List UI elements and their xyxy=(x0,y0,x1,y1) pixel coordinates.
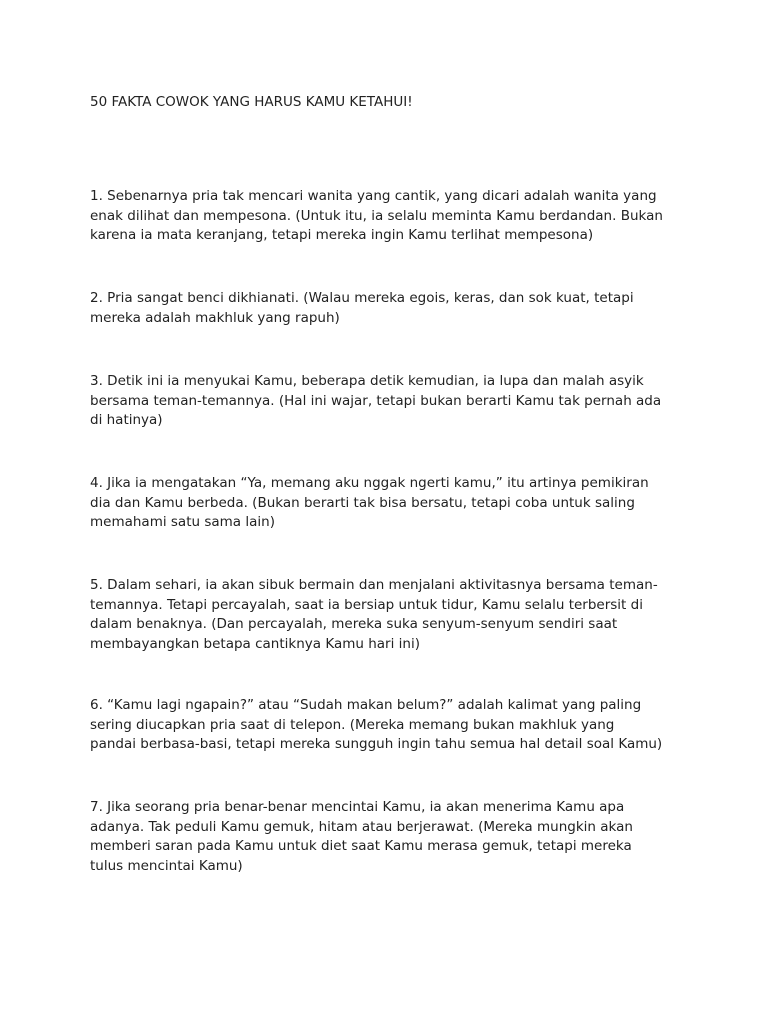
paragraph-line: sering diucapkan pria saat di telepon. (Mereka memang bukan makhluk yang xyxy=(90,716,615,733)
paragraph-fact-5 xyxy=(90,576,690,654)
paragraph-fact-3 xyxy=(90,372,690,431)
paragraph-line: 5. Dalam sehari, ia akan sibuk bermain dan menjalani aktivitasnya bersama teman- xyxy=(90,577,658,593)
paragraph-line: 6. “Kamu lagi ngapain?” atau “Sudah makan belum?” adalah kalimat yang paling xyxy=(90,697,642,713)
paragraph-line: dia dan Kamu berbeda. (Bukan berarti tak bisa bersatu, tetapi coba untuk saling xyxy=(90,494,635,511)
paragraph-line: di hatinya) xyxy=(90,412,163,428)
paragraph-fact-2 xyxy=(90,289,690,328)
paragraph-line: enak dilihat dan mempesona. (Untuk itu, ia selalu meminta Kamu berdandan. Bukan xyxy=(90,207,663,224)
paragraph-line: temannya. Tetapi percayalah, saat ia bersiap untuk tidur, Kamu selalu terbersit di xyxy=(90,596,643,613)
paragraph-line: pandai berbasa-basi, tetapi mereka sungguh ingin tahu semua hal detail soal Kamu) xyxy=(90,736,663,752)
paragraph-line: mereka adalah makhluk yang rapuh) xyxy=(90,309,340,326)
paragraph-fact-7 xyxy=(90,798,690,876)
paragraph-line: karena ia mata keranjang, tetapi mereka ingin Kamu terlihat mempesona) xyxy=(90,227,594,243)
paragraph-line: memberi saran pada Kamu untuk diet saat Kamu merasa gemuk, tetapi mereka xyxy=(90,838,632,854)
paragraph-line: tulus mencintai Kamu) xyxy=(90,857,243,874)
paragraph-line: 3. Detik ini ia menyukai Kamu, beberapa detik kemudian, ia lupa dan malah asyik xyxy=(90,373,644,389)
paragraph-fact-6 xyxy=(90,696,690,755)
paragraph-line: 2. Pria sangat benci dikhianati. (Walau mereka egois, keras, dan sok kuat, tetapi xyxy=(90,290,634,306)
paragraph-fact-1 xyxy=(90,187,690,246)
paragraph-line: memahami satu sama lain) xyxy=(90,514,275,530)
paragraph-line: 1. Sebenarnya pria tak mencari wanita yang cantik, yang dicari adalah wanita yang xyxy=(90,188,657,204)
paragraph-fact-4 xyxy=(90,474,690,533)
paragraph-line: membayangkan betapa cantiknya Kamu hari ini) xyxy=(90,635,420,652)
paragraph-line: dalam benaknya. (Dan percayalah, mereka suka senyum-senyum sendiri saat xyxy=(90,616,618,632)
paragraph-line: bersama teman-temannya. (Hal ini wajar, tetapi bukan berarti Kamu tak pernah ada xyxy=(90,392,662,409)
paragraph-line: 7. Jika seorang pria benar-benar mencintai Kamu, ia akan menerima Kamu apa xyxy=(90,799,625,815)
paragraph-line: adanya. Tak peduli Kamu gemuk, hitam atau berjerawat. (Mereka mungkin akan xyxy=(90,818,633,835)
paragraph-line: 4. Jika ia mengatakan “Ya, memang aku nggak ngerti kamu,” itu artinya pemikiran xyxy=(90,475,649,491)
document-title: 50 FAKTA COWOK YANG HARUS KAMU KETAHUI! xyxy=(90,94,413,110)
